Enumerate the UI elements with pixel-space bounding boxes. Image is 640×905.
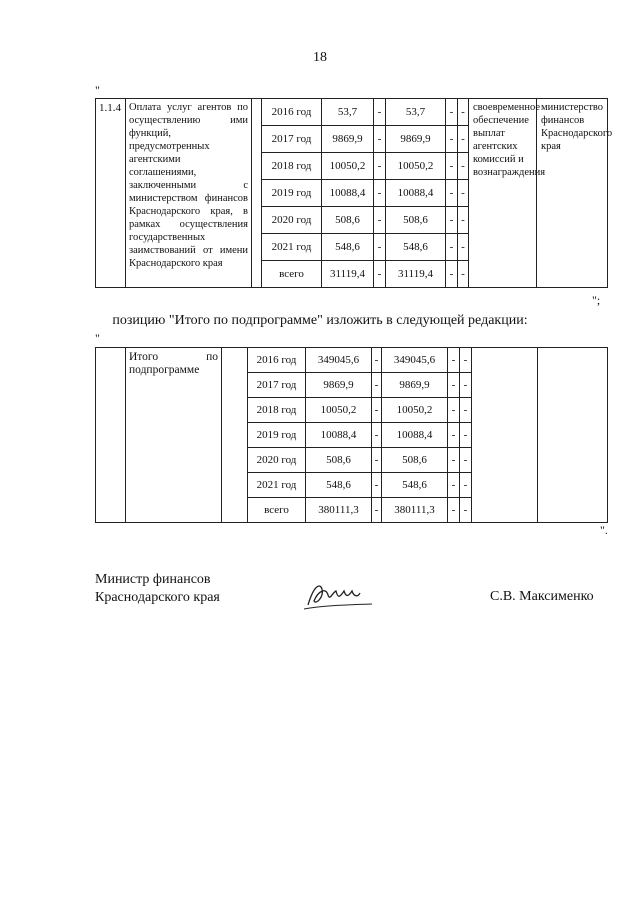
total-cell: 548,6 xyxy=(306,473,372,498)
local-cell: - xyxy=(448,373,460,398)
item-name: Оплата услуг агентов по осуществлению ими функций, предусмотренных агентскими соглашениями, заключенными с министерством финансов Краснодарского края, в рамках осуществления государственных заимствований от имени Краснодарского края xyxy=(126,99,252,288)
total-cell: 10088,4 xyxy=(322,180,374,207)
other-cell: - xyxy=(460,373,472,398)
total-cell: 508,6 xyxy=(306,448,372,473)
signatory-title xyxy=(95,571,220,607)
local-cell: - xyxy=(448,448,460,473)
federal-cell: - xyxy=(372,423,382,448)
federal-cell: - xyxy=(372,448,382,473)
year-cell: 2020 год xyxy=(262,207,322,234)
federal-cell: - xyxy=(374,261,386,288)
regional-cell: 548,6 xyxy=(382,473,448,498)
local-cell: - xyxy=(448,473,460,498)
other-cell: - xyxy=(458,126,469,153)
federal-cell: - xyxy=(374,99,386,126)
total-cell: 10088,4 xyxy=(306,423,372,448)
blank-cell xyxy=(222,348,248,523)
handwritten-signature xyxy=(300,575,380,615)
year-cell: 2016 год xyxy=(248,348,306,373)
regional-cell: 31119,4 xyxy=(386,261,446,288)
regional-cell: 10088,4 xyxy=(382,423,448,448)
total-name xyxy=(126,348,222,523)
year-cell: 2020 год xyxy=(248,448,306,473)
table-row xyxy=(96,99,608,126)
year-cell: всего xyxy=(248,498,306,523)
regional-cell: 548,6 xyxy=(386,234,446,261)
executor: министерство финансов Краснодарского края xyxy=(537,99,608,288)
regional-cell: 10050,2 xyxy=(382,398,448,423)
other-cell: - xyxy=(458,180,469,207)
regional-cell: 9869,9 xyxy=(386,126,446,153)
year-cell: 2019 год xyxy=(262,180,322,207)
year-cell: 2018 год xyxy=(262,153,322,180)
total-name-word2: по xyxy=(206,351,218,363)
federal-cell: - xyxy=(374,234,386,261)
code-cell xyxy=(96,348,126,523)
total-name-line1 xyxy=(129,351,218,364)
total-cell: 10050,2 xyxy=(306,398,372,423)
total-cell: 9869,9 xyxy=(322,126,374,153)
other-cell: - xyxy=(460,348,472,373)
regional-cell: 53,7 xyxy=(386,99,446,126)
other-cell: - xyxy=(460,423,472,448)
year-cell: 2016 год xyxy=(262,99,322,126)
blank-cell xyxy=(252,99,262,288)
year-cell: 2019 год xyxy=(248,423,306,448)
federal-cell: - xyxy=(372,373,382,398)
regional-cell: 10050,2 xyxy=(386,153,446,180)
regional-cell: 380111,3 xyxy=(382,498,448,523)
opening-quote-2: " xyxy=(95,331,100,345)
signatory-name: С.В. Максименко xyxy=(490,589,594,604)
subprogram-item-table xyxy=(95,98,613,288)
other-cell: - xyxy=(458,261,469,288)
year-cell: 2021 год xyxy=(262,234,322,261)
other-cell: - xyxy=(458,99,469,126)
page-number: 18 xyxy=(313,50,327,65)
local-cell: - xyxy=(446,180,458,207)
local-cell: - xyxy=(446,234,458,261)
other-cell: - xyxy=(460,398,472,423)
regional-cell: 349045,6 xyxy=(382,348,448,373)
signatory-title-line2: Краснодарского края xyxy=(95,590,220,605)
regional-cell: 9869,9 xyxy=(382,373,448,398)
federal-cell: - xyxy=(374,126,386,153)
other-cell: - xyxy=(458,153,469,180)
local-cell: - xyxy=(446,153,458,180)
amendment-instruction: позицию "Итого по подпрограмме" изложить в следующей редакции: xyxy=(112,313,528,328)
year-cell: всего xyxy=(262,261,322,288)
closing-quote-2: ". xyxy=(600,523,608,537)
result-cell xyxy=(472,348,538,523)
local-cell: - xyxy=(446,207,458,234)
local-cell: - xyxy=(448,498,460,523)
table-row xyxy=(96,348,608,373)
item-code: 1.1.4 xyxy=(96,99,126,288)
other-cell: - xyxy=(458,234,469,261)
closing-quote-1: "; xyxy=(592,293,601,307)
federal-cell: - xyxy=(372,348,382,373)
regional-cell: 10088,4 xyxy=(386,180,446,207)
federal-cell: - xyxy=(374,180,386,207)
federal-cell: - xyxy=(372,498,382,523)
total-cell: 10050,2 xyxy=(322,153,374,180)
local-cell: - xyxy=(446,99,458,126)
local-cell: - xyxy=(446,261,458,288)
subprogram-total-table xyxy=(95,347,608,523)
federal-cell: - xyxy=(374,207,386,234)
total-name-word1: Итого xyxy=(129,351,159,363)
regional-cell: 508,6 xyxy=(386,207,446,234)
total-cell: 31119,4 xyxy=(322,261,374,288)
local-cell: - xyxy=(448,398,460,423)
total-cell: 53,7 xyxy=(322,99,374,126)
regional-cell: 508,6 xyxy=(382,448,448,473)
local-cell: - xyxy=(446,126,458,153)
year-cell: 2017 год xyxy=(262,126,322,153)
year-cell: 2017 год xyxy=(248,373,306,398)
total-cell: 508,6 xyxy=(322,207,374,234)
federal-cell: - xyxy=(372,473,382,498)
other-cell: - xyxy=(458,207,469,234)
total-name-word3: подпрограмме xyxy=(129,364,200,376)
executor-cell xyxy=(538,348,608,523)
total-cell: 548,6 xyxy=(322,234,374,261)
other-cell: - xyxy=(460,448,472,473)
expected-result: своевременное обеспечение выплат агентских комиссий и вознаграждения xyxy=(469,99,537,288)
local-cell: - xyxy=(448,423,460,448)
signatory-title-line1: Министр финансов xyxy=(95,572,211,587)
other-cell: - xyxy=(460,473,472,498)
local-cell: - xyxy=(448,348,460,373)
opening-quote-1: " xyxy=(95,83,100,97)
total-cell: 9869,9 xyxy=(306,373,372,398)
other-cell: - xyxy=(460,498,472,523)
total-cell: 349045,6 xyxy=(306,348,372,373)
total-cell: 380111,3 xyxy=(306,498,372,523)
year-cell: 2018 год xyxy=(248,398,306,423)
federal-cell: - xyxy=(374,153,386,180)
federal-cell: - xyxy=(372,398,382,423)
year-cell: 2021 год xyxy=(248,473,306,498)
